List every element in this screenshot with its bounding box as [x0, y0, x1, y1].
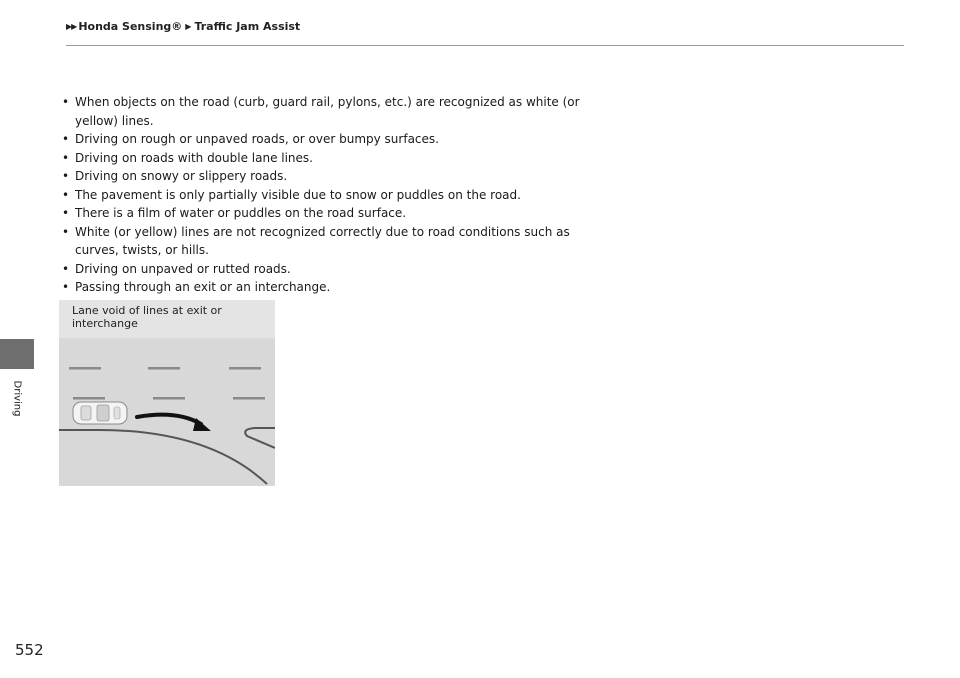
list-item: • There is a film of water or puddles on the road surface.: [62, 204, 582, 223]
lane-dash: [73, 397, 105, 400]
header-divider: [66, 45, 904, 46]
list-item: • The pavement is only partially visible due to snow or puddles on the road.: [62, 186, 582, 205]
list-item: • White (or yellow) lines are not recognized correctly due to road conditions such as curves, twists, or hills.: [62, 223, 582, 260]
road-diagram: [59, 338, 275, 486]
breadcrumb-separator-icon: ▶: [185, 22, 192, 31]
breadcrumb: [66, 20, 300, 33]
car-icon: [73, 402, 127, 424]
breadcrumb-item[interactable]: Traffic Jam Assist: [194, 20, 301, 33]
breadcrumb-arrow-icon: ▶▶: [66, 22, 77, 31]
lane-dash: [233, 397, 265, 400]
side-tab-label: [6, 368, 28, 428]
breadcrumb-item[interactable]: Honda Sensing®: [78, 20, 183, 33]
list-item: • Driving on unpaved or rutted roads.: [62, 260, 582, 279]
list-item: • Driving on snowy or slippery roads.: [62, 167, 582, 186]
list-item: • When objects on the road (curb, guard rail, pylons, etc.) are recognized as white (or yellow) lines.: [62, 93, 582, 130]
interchange-illustration: [59, 300, 275, 486]
list-item: • Driving on roads with double lane lines.: [62, 149, 582, 168]
side-tab-marker: [0, 339, 34, 369]
side-tab-text: Driving: [11, 380, 23, 416]
figure-caption-text: Lane void of lines at exit or interchange: [72, 304, 222, 330]
page-number: 552: [15, 641, 44, 659]
lane-dash: [229, 367, 261, 370]
list-item: • Passing through an exit or an interchange.: [62, 278, 582, 297]
lane-dash: [153, 397, 185, 400]
condition-list: [62, 93, 582, 297]
lane-dash: [69, 367, 101, 370]
list-item: • Driving on rough or unpaved roads, or over bumpy surfaces.: [62, 130, 582, 149]
figure-caption: [59, 300, 275, 338]
lane-dash: [148, 367, 180, 370]
